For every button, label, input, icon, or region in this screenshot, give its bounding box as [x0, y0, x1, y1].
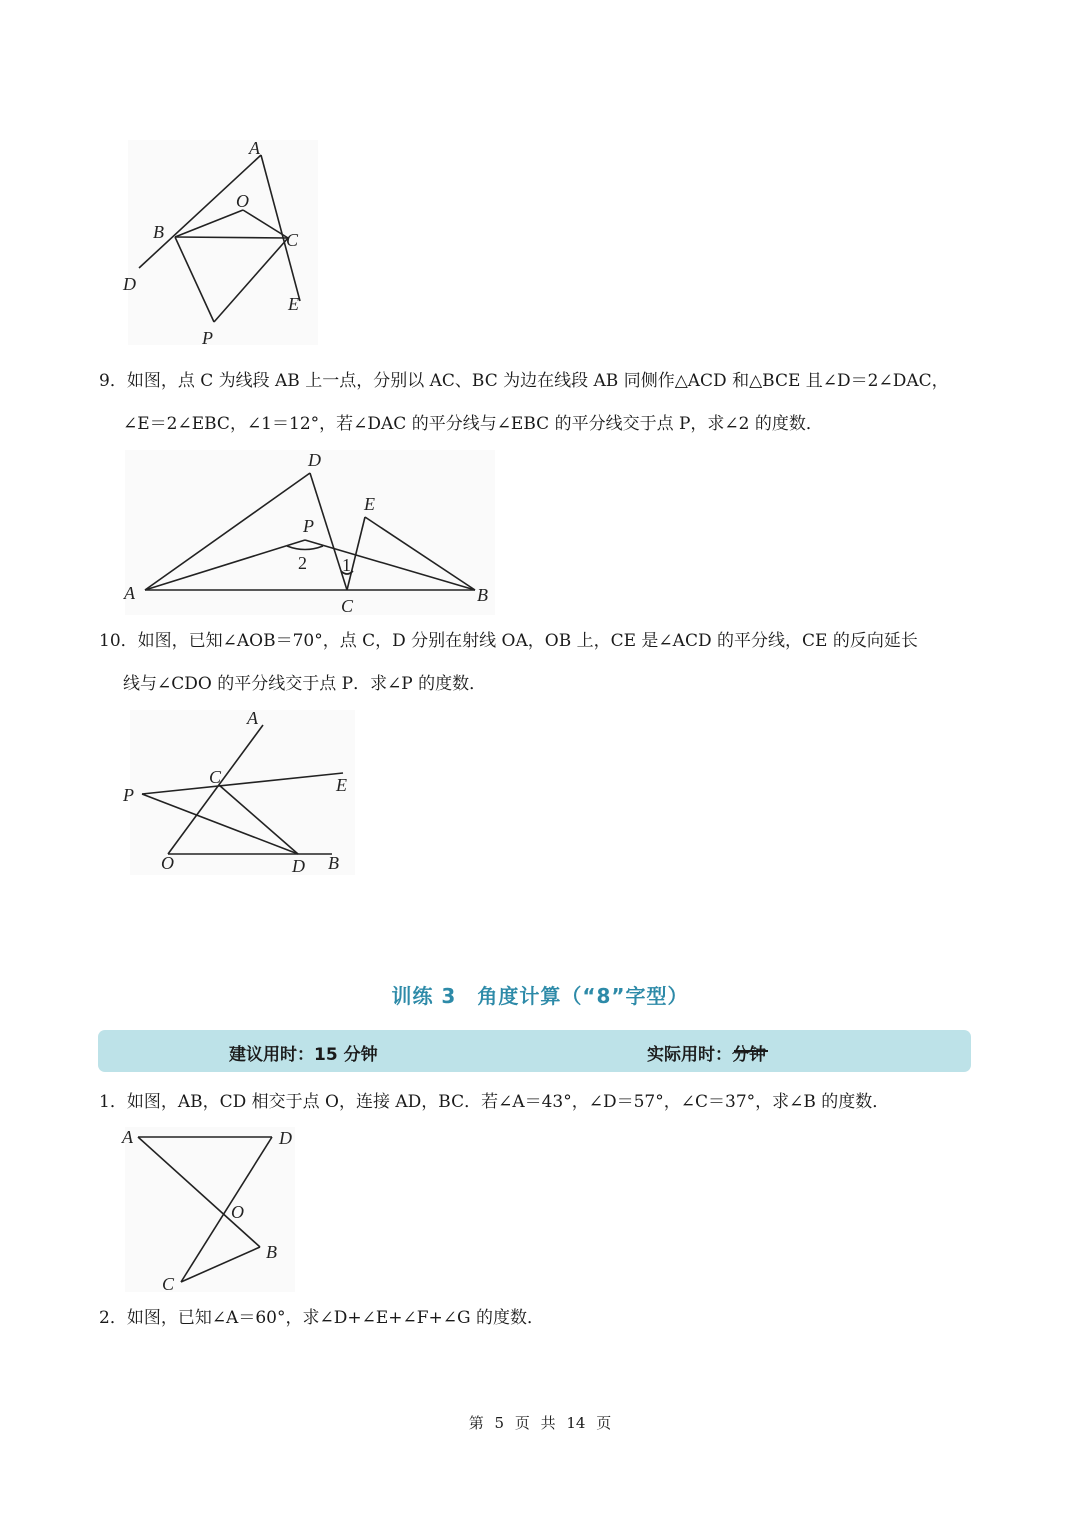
figure-p1-svg	[115, 1122, 300, 1297]
section-title: 训练 3 角度计算（“8”字型）	[391, 984, 689, 1008]
time-bar	[98, 1030, 971, 1072]
figure-q9	[115, 445, 500, 624]
label-A: A	[249, 138, 260, 158]
q9-line2: ∠E＝2∠EBC，∠1＝12°，若∠DAC 的平分线与∠EBC 的平分线交于点 P，求∠2 的度数．	[123, 414, 823, 434]
q9-line1: 9．如图，点 C 为线段 AB 上一点，分别以 AC、BC 为边在线段 AB 同侧作△ACD 和△BCE 且∠D＝2∠DAC，	[99, 371, 949, 391]
line-bc	[175, 237, 288, 238]
label-O: O	[236, 191, 249, 211]
label-C: C	[162, 1274, 175, 1294]
actual-time	[647, 1040, 766, 1065]
label-D: D	[292, 856, 305, 876]
q10-line2: 线与∠CDO 的平分线交于点 P．求∠P 的度数．	[123, 674, 487, 694]
label-E: E	[364, 494, 375, 514]
p2-text: 2．如图，已知∠A＝60°，求∠D+∠E+∠F+∠G 的度数．	[99, 1308, 544, 1328]
label-A: A	[247, 708, 258, 728]
figure-q10-svg	[115, 705, 360, 880]
label-D: D	[308, 450, 321, 470]
label-O: O	[161, 853, 174, 873]
label-angle-1: 1	[342, 555, 351, 575]
page-footer: 第 5 页 共 14 页	[468, 1414, 612, 1432]
label-A: A	[124, 583, 135, 603]
label-C: C	[341, 596, 354, 616]
figure-p1	[115, 1122, 300, 1301]
actual-time-unit: 分钟	[732, 1045, 766, 1065]
label-P: P	[303, 516, 314, 536]
label-B: B	[477, 585, 488, 605]
label-D: D	[123, 274, 136, 294]
label-P: P	[202, 328, 213, 348]
p1-text: 1．如图，AB，CD 相交于点 O，连接 AD，BC．若∠A＝43°，∠D＝57°，∠C＝37°，求∠B 的度数．	[99, 1092, 890, 1112]
label-C: C	[286, 230, 299, 250]
figure-top	[110, 135, 330, 354]
actual-time-blank	[734, 1050, 768, 1052]
figure-q10	[115, 705, 360, 884]
actual-time-label: 实际用时：	[647, 1045, 732, 1065]
label-C: C	[209, 767, 222, 787]
q10-line1: 10．如图，已知∠AOB＝70°，点 C，D 分别在射线 OA，OB 上，CE 是∠ACD 的平分线，CE 的反向延长	[99, 631, 918, 651]
label-angle-2: 2	[298, 553, 307, 573]
label-E: E	[288, 294, 299, 314]
label-D: D	[279, 1128, 292, 1148]
suggested-time: 建议用时：15 分钟	[229, 1045, 378, 1065]
label-P: P	[123, 785, 134, 805]
label-B: B	[153, 222, 164, 242]
label-E: E	[336, 775, 347, 795]
figure-q9-svg	[115, 445, 500, 620]
figure-top-svg	[110, 135, 330, 350]
label-B: B	[328, 853, 339, 873]
label-O: O	[231, 1202, 244, 1222]
label-B: B	[266, 1242, 277, 1262]
label-A: A	[122, 1127, 133, 1147]
